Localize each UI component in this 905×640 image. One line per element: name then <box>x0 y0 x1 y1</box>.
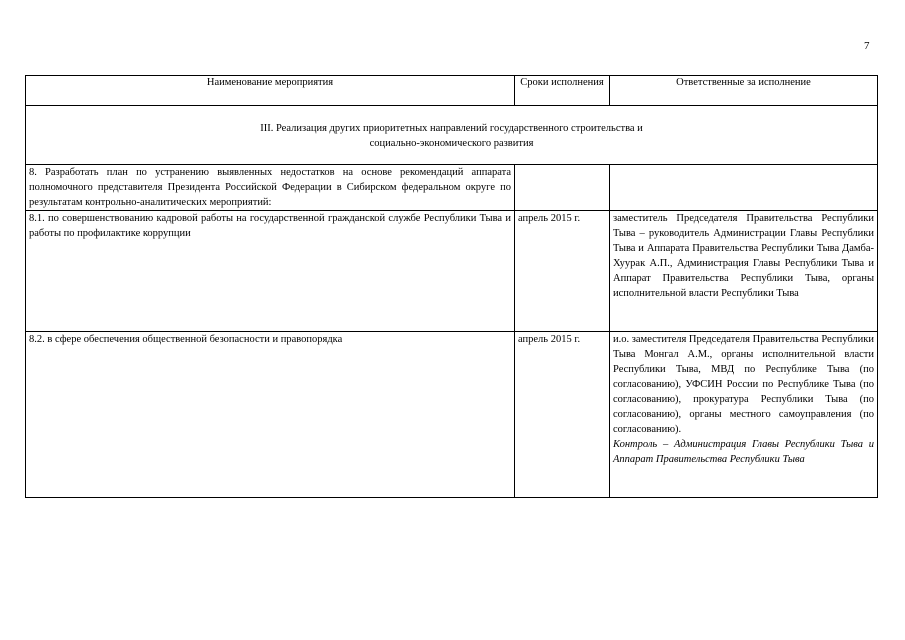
header-name: Наименование мероприятия <box>26 76 515 106</box>
row-responsible: и.о. заместителя Председателя Правительства Республики Тыва Монгал А.М., органы исполнительной власти Республики Тыва, МВД по Республике Тыва (по согласованию), УФСИН России по Республике Тыва (по согласованию), прокуратура Республики Тыва (по согласованию), органы местного самоуправления (по согласованию). Контроль – Администрация Главы Республики Тыва и Аппарат Правительства Республики Тыва <box>610 332 878 498</box>
row-deadline: апрель 2015 г. <box>515 211 610 332</box>
row-name: 8. Разработать план по устранению выявленных недостатков на основе рекомендаций аппарата полномочного представителя Президента Российской Федерации в Сибирском федеральном округе по результатам контрольно-аналитических мероприятий: <box>26 165 515 211</box>
table-row <box>26 332 878 498</box>
table-header-row <box>26 76 878 106</box>
row-name: 8.1. по совершенствованию кадровой работы на государственной гражданской службе Республики Тыва и работы по профилактике коррупции <box>26 211 515 332</box>
plan-table <box>25 75 878 498</box>
table-row <box>26 211 878 332</box>
section-row <box>26 106 878 165</box>
row-responsible <box>610 165 878 211</box>
section-title: III. Реализация других приоритетных направлений государственного строительства и социально-экономического развития <box>26 106 878 165</box>
header-deadline: Сроки исполнения <box>515 76 610 106</box>
row-name: 8.2. в сфере обеспечения общественной безопасности и правопорядка <box>26 332 515 498</box>
row-responsible: заместитель Председателя Правительства Республики Тыва – руководитель Администрации Главы Республики Тыва и Аппарата Правительства Республики Тыва Дамба-Хуурак А.П., Администрация Главы Республики Тыва и Аппарат Правительства Республики Тыва, органы исполнительной власти Республики Тыва <box>610 211 878 332</box>
page-number: 7 <box>864 40 870 52</box>
header-responsible: Ответственные за исполнение <box>610 76 878 106</box>
control-note: Контроль – Администрация Главы Республики Тыва и Аппарат Правительства Республики Тыва <box>613 439 874 465</box>
table-row <box>26 165 878 211</box>
row-deadline: апрель 2015 г. <box>515 332 610 498</box>
row-deadline <box>515 165 610 211</box>
